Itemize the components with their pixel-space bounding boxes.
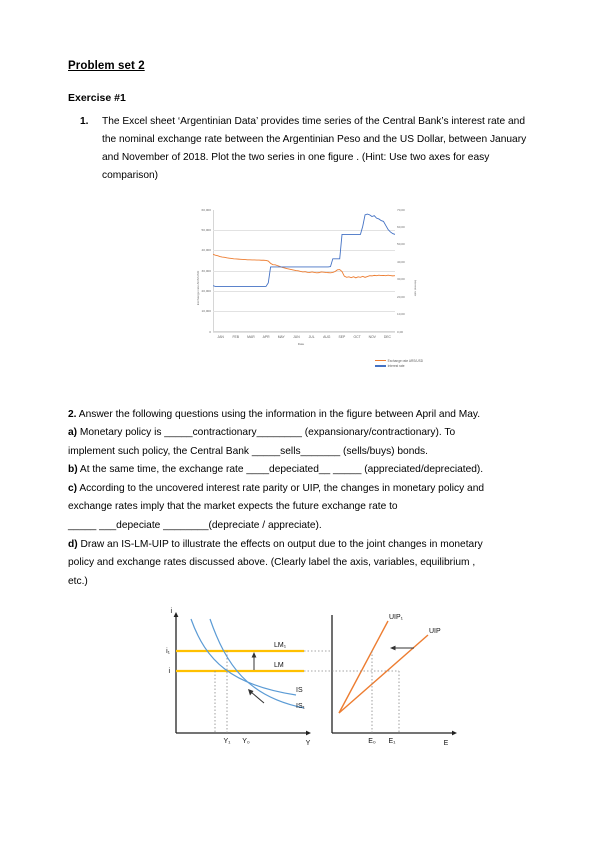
- chart-left-tick-label: 20,000: [201, 288, 211, 293]
- right-panel-xtick-e1: E₁: [388, 738, 396, 746]
- q2a-text: Monetary policy is _____contractionary________ (expansionary/contractionary). To: [77, 427, 456, 439]
- right-panel-x-axis-label: E: [443, 740, 449, 748]
- chart-right-tick-label: 0,00: [397, 329, 404, 334]
- chart-right-tick-label: 20,00: [397, 294, 405, 299]
- islm-uip-diagram: [136, 603, 466, 755]
- chart-x-tick-label: MAR: [247, 334, 255, 339]
- chart-series-svg: [213, 210, 395, 332]
- is-curve: [210, 619, 305, 711]
- q2d-text: Draw an IS-LM-UIP to illustrate the effects on output due to the joint changes in monetary: [77, 538, 483, 550]
- chart-legend-label: Exchange rate ARS/USD: [387, 358, 423, 363]
- question-2c-line1: [68, 480, 534, 499]
- chart-x-tick-label: SEP: [338, 334, 346, 339]
- q2d-label: d): [68, 538, 78, 550]
- uip-curve: [339, 635, 428, 713]
- question-2-intro: [68, 406, 534, 425]
- chart-right-tick-label: 70,00: [397, 207, 405, 212]
- uip-right-panel: [332, 614, 457, 747]
- argentinian-data-chart: [177, 204, 425, 372]
- lm-shift-arrowhead: [252, 652, 257, 658]
- right-panel-x-arrow: [452, 731, 457, 736]
- chart-legend-swatch: [375, 360, 386, 361]
- left-panel-y-axis-label: i: [170, 608, 172, 616]
- question-2-block: [68, 406, 534, 592]
- chart-y2-axis-title: Interest rate: [413, 279, 418, 296]
- chart-left-tick-label: 50,000: [201, 227, 211, 232]
- left-panel-x-axis-label: Y: [305, 740, 311, 748]
- q2c-label: c): [68, 482, 78, 494]
- chart-legend-item: [375, 364, 423, 368]
- chart-x-tick-label: APR: [262, 334, 270, 339]
- chart-legend: [375, 359, 423, 370]
- lm-label: LM: [274, 662, 284, 670]
- islm-uip-diagram-container: [68, 603, 534, 755]
- chart-left-tick-label: 60,000: [201, 207, 211, 212]
- question-2d-line3: etc.): [68, 575, 88, 587]
- chart-series-line: [213, 254, 395, 278]
- chart-series-line: [213, 214, 395, 286]
- left-panel-xtick-y0: Y₀: [242, 738, 250, 746]
- left-panel-y-arrow: [174, 612, 179, 617]
- chart-left-tick-label: 40,000: [201, 248, 211, 253]
- chart-container: [68, 204, 534, 372]
- question-1-number: 1.: [80, 116, 89, 127]
- q2a-label: a): [68, 427, 78, 439]
- question-2d-line2: policy and exchange rates discussed above. (Clearly label the axis, variables, equilibrium ,: [68, 557, 476, 569]
- question-1: [80, 113, 534, 186]
- left-panel-x-arrow: [306, 731, 311, 736]
- question-2a-line1: [68, 424, 534, 443]
- is-label: IS: [296, 687, 303, 695]
- uip1-label: UIP₁: [389, 614, 404, 622]
- page-title: Problem set 2: [68, 60, 145, 72]
- question-2d-line1: [68, 536, 534, 555]
- chart-right-tick-label: 10,00: [397, 312, 405, 317]
- chart-legend-swatch: [375, 365, 386, 366]
- chart-right-tick-label: 40,00: [397, 259, 405, 264]
- lm1-label: LM₁: [274, 642, 287, 650]
- chart-x-tick-label: NOV: [368, 334, 376, 339]
- chart-right-tick-label: 50,00: [397, 242, 405, 247]
- q2-intro-text: Answer the following questions using the information in the figure between April and May.: [76, 408, 481, 420]
- chart-y-axis-title: Exchange rate ARS/USD: [196, 270, 201, 305]
- chart-x-tick-label: MAY: [277, 334, 285, 339]
- chart-legend-label: Interest rate: [387, 364, 405, 369]
- chart-right-tick-label: 60,00: [397, 225, 405, 230]
- q2c-text: According to the uncovered interest rate parity or UIP, the changes in monetary policy and: [77, 482, 485, 494]
- question-2a-line2: implement such policy, the Central Bank _____sells_______ (sells/buys) bonds.: [68, 445, 428, 457]
- chart-x-tick-label: DEC: [383, 334, 391, 339]
- uip-label: UIP: [429, 628, 441, 636]
- uip-shift-arrowhead: [390, 646, 396, 651]
- chart-x-tick-label: FEB: [232, 334, 240, 339]
- question-2c-line2: exchange rates imply that the market expects the future exchange rate to: [68, 501, 398, 513]
- question-2b-line1: [68, 461, 534, 480]
- uip1-curve: [339, 621, 388, 713]
- chart-plot-area: [201, 207, 405, 339]
- left-panel-ytick-i: i: [168, 668, 170, 676]
- chart-legend-item: [375, 359, 423, 363]
- chart-left-tick-label: 10,000: [201, 309, 211, 314]
- chart-x-tick-label: JUL: [308, 334, 315, 339]
- is1-curve: [191, 619, 296, 695]
- chart-left-tick-label: 0: [209, 329, 211, 334]
- is-shift-arrow: [251, 692, 264, 703]
- question-2c-line3: _____ ___depeciate ________(depreciate / appreciate).: [68, 520, 322, 531]
- chart-gridline: [213, 332, 395, 333]
- exercise-heading: Exercise #1: [68, 92, 126, 104]
- chart-x-tick-label: JUN: [293, 334, 300, 339]
- left-panel-xtick-y1: Y₁: [223, 738, 231, 746]
- chart-left-tick-label: 30,000: [201, 268, 211, 273]
- chart-right-tick-label: 30,00: [397, 277, 405, 282]
- is-shift-arrowhead: [248, 689, 254, 696]
- right-panel-xtick-e0: E₀: [368, 738, 376, 746]
- document-content: [68, 60, 534, 755]
- question-1-text: The Excel sheet ‘Argentinian Data’ provides time series of the Central Bank’s interest rate and the nominal exchange rate between the Argentinian Peso and the US Dollar, between January and November of 2018. Plot the two series in one figure . (Hint: Use two axes for easy comparison): [102, 116, 527, 182]
- q2b-label: b): [68, 464, 78, 476]
- chart-x-axis-title: Date: [297, 341, 305, 346]
- islm-left-panel: [166, 608, 332, 747]
- q2-intro-bold: 2.: [68, 408, 77, 420]
- left-panel-ytick-i1: i₁: [166, 648, 170, 656]
- chart-x-tick-label: OCT: [353, 334, 361, 339]
- chart-x-tick-label: AUG: [323, 334, 331, 339]
- chart-x-tick-label: JAN: [217, 334, 224, 339]
- q2b-text: At the same time, the exchange rate ____depeciated__ _____ (appreciated/depreciated).: [77, 464, 484, 476]
- is1-label: IS₁: [296, 703, 305, 711]
